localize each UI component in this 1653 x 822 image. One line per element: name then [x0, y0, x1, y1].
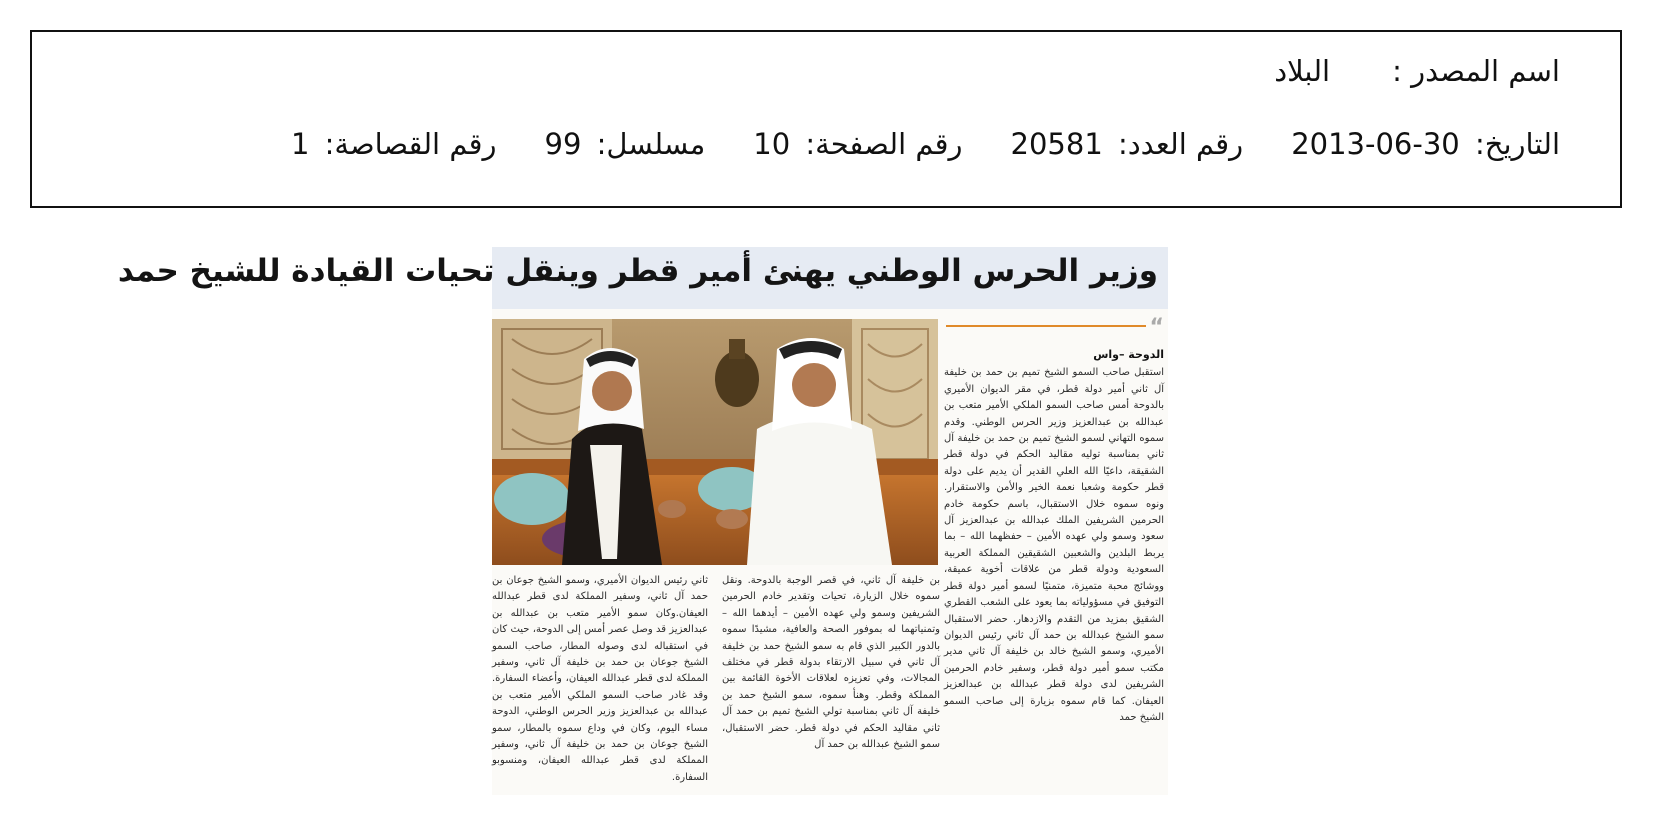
- source-row: [1274, 54, 1560, 88]
- issue-value: 20581: [1010, 127, 1103, 161]
- clip-value: 1: [290, 127, 310, 161]
- article-headline: وزير الحرس الوطني يهنئ أمير قطر وينقل تحيات القيادة للشيخ حمد: [117, 253, 1158, 289]
- article-text-3: ثاني رئيس الديوان الأميري، وسمو الشيخ جوعان بن حمد آل ثاني، وسفير المملكة لدى قطر عبدالله العيفان.وكان سمو الأمير متعب بن عبدالله بن عبدالعزيز قد وصل عصر أمس إلى الدوحة، حيث كان في استقباله لدى وصوله المطار، صاحب السمو الشيخ جوعان بن حمد بن خليفة آل ثاني، وسفير المملكة لدى قطر عبدالله العيفان، وأعضاء السفارة. وقد غادر صاحب السمو الملكي الأمير متعب بن عبدالله بن عبدالعزيز وزير الحرس الوطني، الدوحة مساء اليوم، وكان في وداع سموه بالمطار، سمو الشيخ جوعان بن حمد بن خليفة آل ثاني، وسفير المملكة لدى قطر عبدالله العيفان، ومنسوبو السفارة.: [492, 575, 708, 783]
- serial-value: 99: [544, 127, 582, 161]
- page-field: [753, 127, 962, 161]
- date-value: 2013-06-30: [1291, 127, 1460, 161]
- serial-label: مسلسل:: [596, 127, 706, 161]
- clip-field: [291, 127, 497, 161]
- headline-band: [117, 247, 1168, 309]
- issue-label: رقم العدد:: [1118, 127, 1244, 161]
- date-label: التاريخ:: [1474, 127, 1560, 161]
- article-text-1: استقبل صاحب السمو الشيخ تميم بن حمد بن خليفة آل ثاني أمير دولة قطر، في مقر الديوان الأميري بالدوحة أمس صاحب السمو الملكي الأمير متعب بن عبدالله بن عبدالعزيز وزير الحرس الوطني. وقدم سموه التهاني لسمو الشيخ تميم بن حمد بن خليفة آل ثاني بمناسبة توليه مقاليد الحكم في دولة قطر الشقيقة، داعيًا الله العلي القدير أن يديم على دولة قطر حكومة وشعبا نعمة الخير والأمن والاستقرار. ونوه سموه خلال الاستقبال، باسم حكومة خادم الحرمين الشريفين الملك عبدالله بن عبدالعزيز آل سعود وسمو ولي عهده الأمين – حفظهما الله – بما يربط البلدين والشعبين الشقيقين المملكة العربية السعودية ودولة قطر من علاقات أخوية عميقة، ووشائج محبة متميزة، متمنيًا لسمو أمير دولة قطر التوفيق في مسؤولياته بما يعود على الشعب القطري الشقيق بمزيد من التقدم والازدهار. حضر الاستقبال سمو الشيخ عبدالله بن حمد آل ثاني رئيس الديوان الأميري، وسمو الشيخ خالد بن خليفة آل ثاني مدير مكتب سمو أمير دولة قطر، وسفير خادم الحرمين الشريفين لدى دولة قطر عبدالله بن عبدالعزيز العيفان. كما قام سموه بزيارة إلى صاحب السمو الشيخ حمد: [944, 367, 1164, 723]
- article-column-1: [944, 347, 1164, 726]
- article-column-3: [492, 573, 708, 786]
- details-row: [291, 127, 1560, 161]
- source-label: اسم المصدر :: [1392, 54, 1560, 88]
- accent-rule: [946, 325, 1146, 327]
- serial-field: [545, 127, 706, 161]
- clip-label: رقم القصاصة:: [324, 127, 497, 161]
- article-column-2: [722, 573, 940, 753]
- quote-icon: “: [1149, 315, 1164, 340]
- issue-field: [1011, 127, 1244, 161]
- source-value: البلاد: [1274, 54, 1331, 88]
- news-clipping: [117, 247, 1168, 795]
- page-label: رقم الصفحة:: [805, 127, 963, 161]
- metadata-box: [30, 30, 1622, 208]
- article-dateline: الدوحة –واس: [1093, 348, 1164, 361]
- article-text-2: بن خليفة آل ثاني، في قصر الوجبة بالدوحة. ونقل سموه خلال الزيارة، تحيات وتقدير خادم الحرمين الشريفين وسمو ولي عهده الأمين – أيدهما الله – وتمنياتهما له بموفور الصحة والعافية، مشيدًا سموه بالدور الكبير الذي قام به سمو الشيخ حمد بن خليفة آل ثاني في سبيل الارتقاء بدولة قطر في مختلف المجالات، وفي تعزيزه لعلاقات الأخوة القائمة بين المملكة وقطر. وهنأ سموه، سمو الشيخ حمد بن خليفة آل ثاني بمناسبة تولي الشيخ تميم بن حمد آل ثاني مقاليد الحكم في دولة قطر. حضر الاستقبال، سمو الشيخ عبدالله بن حمد آل: [722, 575, 940, 751]
- meeting-photo: [492, 319, 938, 565]
- date-field: [1291, 127, 1560, 161]
- page-value: 10: [753, 127, 791, 161]
- article-photo: [492, 319, 938, 565]
